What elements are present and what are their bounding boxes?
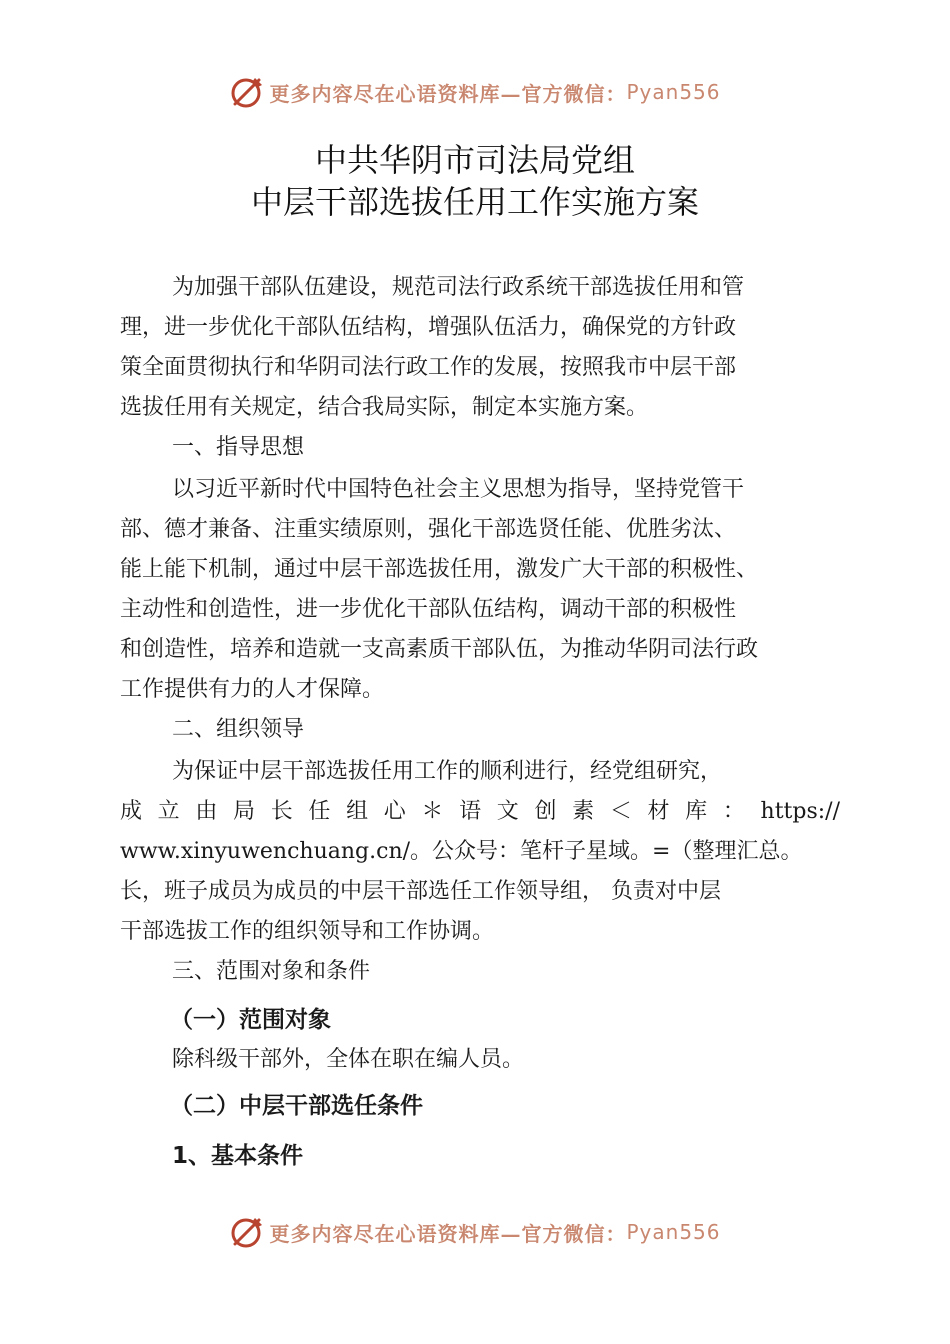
section-heading: 一、指导思想 — [172, 435, 305, 460]
body-line: 以习近平新时代中国特色社会主义思想为指导，坚持党管干 — [172, 477, 745, 502]
banner-wechat-id: Pyan556 — [626, 80, 721, 104]
body-line: 除科级干部外，全体在职在编人员。 — [172, 1047, 525, 1072]
subsection-heading: （一）范围对象 — [170, 1007, 331, 1033]
footer-banner — [0, 1210, 950, 1254]
section-heading: 三、范围对象和条件 — [172, 959, 371, 984]
body-line: 和创造性，培养和造就一支高素质干部队伍，为推动华阴司法行政 — [120, 637, 759, 662]
banner-text: 更多内容尽在心语资料库—官方微信： — [269, 1221, 627, 1246]
body-line: www.xinyuwenchuang.cn/。公众号：笔杆子星域。=（整理汇总。 — [120, 839, 803, 864]
banner-text: 更多内容尽在心语资料库—官方微信： — [269, 81, 627, 106]
document-title-line-2: 中层干部选拔任用工作实施方案 — [250, 183, 699, 221]
body-line: 部、德才兼备、注重实绩原则，强化干部选贤任能、优胜劣汰、 — [120, 517, 737, 542]
body-line: 干部选拔工作的组织领导和工作协调。 — [120, 919, 495, 944]
document-title-line-1: 中共华阴市司法局党组 — [314, 141, 635, 179]
pen-logo-icon — [229, 74, 265, 110]
body-line: 长，班子成员为成员的中层干部选任工作领导组， 负责对中层 — [120, 879, 721, 904]
body-line: 成立由局长任组心＊语文创素＜材库：https:// — [120, 799, 840, 824]
pen-logo-icon — [229, 1214, 265, 1250]
header-banner — [0, 70, 950, 114]
body-line: 为保证中层干部选拔任用工作的顺利进行，经党组研究， — [172, 759, 723, 784]
banner-wechat-id: Pyan556 — [626, 1220, 721, 1244]
body-line: 工作提供有力的人才保障。 — [120, 677, 385, 702]
subsection-heading: （二）中层干部选任条件 — [170, 1093, 423, 1119]
body-line: 主动性和创造性，进一步优化干部队伍结构，调动干部的积极性 — [120, 597, 737, 622]
section-heading: 二、组织领导 — [172, 717, 305, 742]
body-line: 能上能下机制，通过中层干部选拔任用，激发广大干部的积极性、 — [120, 557, 759, 582]
body-line: 为加强干部队伍建设，规范司法行政系统干部选拔任用和管 — [172, 275, 745, 300]
body-line: 选拔任用有关规定，结合我局实际，制定本实施方案。 — [120, 395, 649, 420]
subsection-heading: 1、基本条件 — [172, 1143, 304, 1169]
body-line: 理，进一步优化干部队伍结构，增强队伍活力，确保党的方针政 — [120, 315, 737, 340]
body-line: 策全面贯彻执行和华阴司法行政工作的发展，按照我市中层干部 — [120, 355, 737, 380]
